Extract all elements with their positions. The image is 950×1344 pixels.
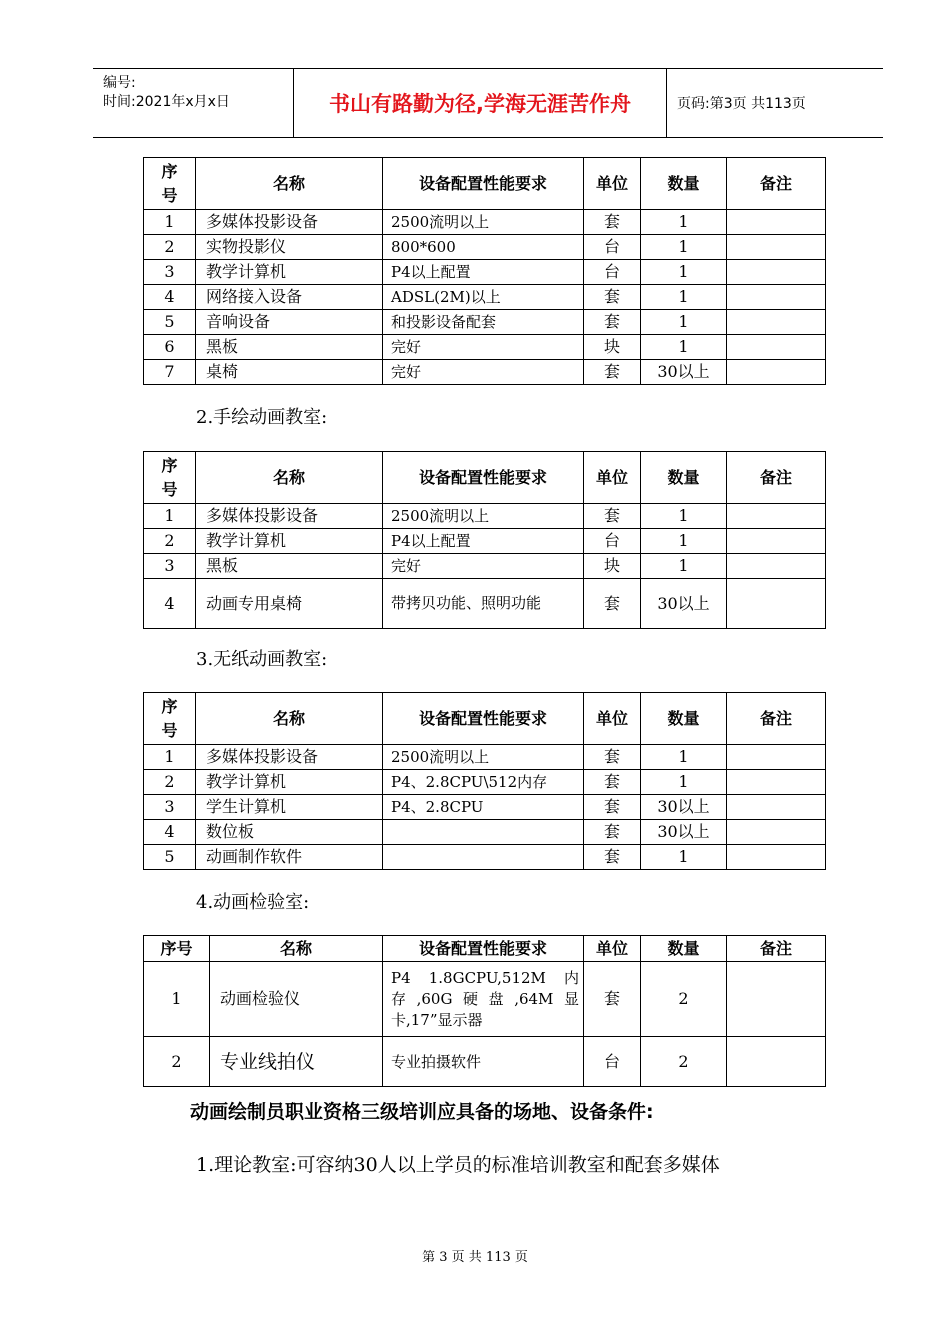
cell-unit: 套 <box>584 310 641 335</box>
col-seq: 序号 <box>144 936 210 962</box>
header-meta <box>93 69 294 137</box>
cell-qty: 1 <box>641 554 727 579</box>
cell-note <box>727 554 826 579</box>
col-note: 备注 <box>727 693 826 745</box>
table-row <box>144 335 826 360</box>
cell-qty: 30以上 <box>641 579 727 629</box>
cell-seq: 2 <box>144 1037 210 1087</box>
body-paragraph: 1.理论教室:可容纳30人以上学员的标准培训教室和配套多媒体 <box>196 1154 720 1176</box>
table-header-row <box>144 158 826 210</box>
cell-qty: 1 <box>641 504 727 529</box>
cell-name: 动画专用桌椅 <box>196 579 383 629</box>
table-row <box>144 962 826 1037</box>
cell-spec: ADSL(2M)以上 <box>383 285 584 310</box>
col-seq: 序号 <box>144 452 196 504</box>
col-qty: 数量 <box>641 936 727 962</box>
table-row <box>144 820 826 845</box>
cell-seq: 4 <box>144 285 196 310</box>
cell-note <box>727 360 826 385</box>
cell-name: 动画制作软件 <box>196 845 383 870</box>
cell-note <box>727 529 826 554</box>
col-name: 名称 <box>196 452 383 504</box>
cell-unit: 套 <box>584 360 641 385</box>
cell-note <box>727 504 826 529</box>
cell-qty: 30以上 <box>641 795 727 820</box>
col-name: 名称 <box>210 936 383 962</box>
table-row <box>144 210 826 235</box>
cell-qty: 1 <box>641 210 727 235</box>
cell-spec: 专业拍摄软件 <box>383 1037 584 1087</box>
cell-name: 黑板 <box>196 335 383 360</box>
table-row <box>144 1037 826 1087</box>
table1-body <box>144 210 826 385</box>
page-footer: 第 3 页 共 113 页 <box>422 1250 528 1265</box>
cell-seq: 1 <box>144 504 196 529</box>
table-row <box>144 845 826 870</box>
cell-qty: 1 <box>641 285 727 310</box>
col-seq: 序号 <box>144 158 196 210</box>
cell-seq: 2 <box>144 235 196 260</box>
equipment-table-2 <box>143 451 826 629</box>
col-spec: 设备配置性能要求 <box>383 158 584 210</box>
cell-note <box>727 962 826 1037</box>
cell-qty: 1 <box>641 529 727 554</box>
cell-name: 学生计算机 <box>196 795 383 820</box>
col-unit: 单位 <box>584 452 641 504</box>
cell-seq: 7 <box>144 360 196 385</box>
cell-unit: 套 <box>584 845 641 870</box>
header-motto: 书山有路勤为径,学海无涯苦作舟 <box>294 69 667 137</box>
table-header-row <box>144 936 826 962</box>
section-heading: 动画绘制员职业资格三级培训应具备的场地、设备条件: <box>190 1101 654 1123</box>
page-header <box>93 68 883 138</box>
cell-spec: 带拷贝功能、照明功能 <box>383 579 584 629</box>
cell-unit: 套 <box>584 210 641 235</box>
cell-name: 实物投影仪 <box>196 235 383 260</box>
table-row <box>144 579 826 629</box>
cell-unit: 台 <box>584 235 641 260</box>
col-spec: 设备配置性能要求 <box>383 936 584 962</box>
col-qty: 数量 <box>641 158 727 210</box>
cell-name: 黑板 <box>196 554 383 579</box>
equipment-table-1 <box>143 157 826 385</box>
table-row <box>144 529 826 554</box>
cell-name: 动画检验仪 <box>210 962 383 1037</box>
code-label: 编号: <box>103 75 136 91</box>
cell-qty: 1 <box>641 770 727 795</box>
cell-spec: 完好 <box>383 335 584 360</box>
cell-unit: 台 <box>584 1037 641 1087</box>
cell-seq: 6 <box>144 335 196 360</box>
cell-name: 多媒体投影设备 <box>196 210 383 235</box>
cell-qty: 30以上 <box>641 360 727 385</box>
cell-note <box>727 210 826 235</box>
cell-spec: P4、2.8CPU <box>383 795 584 820</box>
col-unit: 单位 <box>584 936 641 962</box>
cell-seq: 5 <box>144 310 196 335</box>
col-note: 备注 <box>727 936 826 962</box>
cell-name: 数位板 <box>196 820 383 845</box>
cell-note <box>727 795 826 820</box>
cell-qty: 1 <box>641 260 727 285</box>
cell-note <box>727 285 826 310</box>
cell-unit: 套 <box>584 795 641 820</box>
cell-seq: 1 <box>144 962 210 1037</box>
cell-note <box>727 770 826 795</box>
cell-spec: 完好 <box>383 554 584 579</box>
cell-seq: 1 <box>144 210 196 235</box>
cell-note <box>727 235 826 260</box>
cell-spec: P4以上配置 <box>383 529 584 554</box>
cell-unit: 套 <box>584 745 641 770</box>
cell-note <box>727 310 826 335</box>
section-4-title: 4.动画检验室: <box>196 892 310 913</box>
table-row <box>144 360 826 385</box>
equipment-table-3 <box>143 692 826 870</box>
cell-unit: 套 <box>584 285 641 310</box>
cell-spec: 完好 <box>383 360 584 385</box>
col-name: 名称 <box>196 158 383 210</box>
table2-body <box>144 504 826 629</box>
cell-unit: 套 <box>584 962 641 1037</box>
col-spec: 设备配置性能要求 <box>383 452 584 504</box>
cell-seq: 1 <box>144 745 196 770</box>
col-qty: 数量 <box>641 693 727 745</box>
cell-name: 多媒体投影设备 <box>196 504 383 529</box>
cell-name: 多媒体投影设备 <box>196 745 383 770</box>
cell-name: 专业线拍仪 <box>210 1037 383 1087</box>
cell-seq: 3 <box>144 260 196 285</box>
table-row <box>144 235 826 260</box>
cell-spec: 2500流明以上 <box>383 210 584 235</box>
equipment-table-4 <box>143 935 826 1087</box>
cell-note <box>727 745 826 770</box>
col-name: 名称 <box>196 693 383 745</box>
cell-note <box>727 845 826 870</box>
cell-note <box>727 1037 826 1087</box>
cell-unit: 台 <box>584 260 641 285</box>
cell-qty: 1 <box>641 335 727 360</box>
cell-seq: 3 <box>144 795 196 820</box>
cell-qty: 1 <box>641 745 727 770</box>
col-unit: 单位 <box>584 158 641 210</box>
cell-unit: 套 <box>584 579 641 629</box>
cell-unit: 套 <box>584 770 641 795</box>
cell-name: 音响设备 <box>196 310 383 335</box>
cell-note <box>727 260 826 285</box>
table-row <box>144 745 826 770</box>
cell-unit: 套 <box>584 820 641 845</box>
cell-qty: 2 <box>641 1037 727 1087</box>
cell-spec <box>383 845 584 870</box>
cell-spec: P4、2.8CPU\512内存 <box>383 770 584 795</box>
cell-unit: 台 <box>584 529 641 554</box>
cell-qty: 1 <box>641 845 727 870</box>
cell-seq: 4 <box>144 820 196 845</box>
cell-note <box>727 335 826 360</box>
cell-unit: 块 <box>584 554 641 579</box>
table-row <box>144 770 826 795</box>
cell-spec <box>383 820 584 845</box>
cell-qty: 2 <box>641 962 727 1037</box>
cell-spec: 2500流明以上 <box>383 745 584 770</box>
cell-qty: 1 <box>641 310 727 335</box>
col-unit: 单位 <box>584 693 641 745</box>
cell-spec: 2500流明以上 <box>383 504 584 529</box>
cell-name: 桌椅 <box>196 360 383 385</box>
table-header-row <box>144 693 826 745</box>
col-spec: 设备配置性能要求 <box>383 693 584 745</box>
header-page-info: 页码:第3页 共113页 <box>677 96 806 112</box>
table-row <box>144 310 826 335</box>
section-3-title: 3.无纸动画教室: <box>196 649 328 670</box>
table-row <box>144 795 826 820</box>
cell-note <box>727 579 826 629</box>
cell-unit: 套 <box>584 504 641 529</box>
cell-qty: 1 <box>641 235 727 260</box>
cell-note <box>727 820 826 845</box>
section-2-title: 2.手绘动画教室: <box>196 407 328 428</box>
time-label: 时间:2021年x月x日 <box>103 94 230 110</box>
cell-seq: 3 <box>144 554 196 579</box>
col-note: 备注 <box>727 158 826 210</box>
cell-spec: P4以上配置 <box>383 260 584 285</box>
cell-seq: 5 <box>144 845 196 870</box>
cell-name: 教学计算机 <box>196 770 383 795</box>
cell-seq: 2 <box>144 770 196 795</box>
table3-body <box>144 745 826 870</box>
table-row <box>144 260 826 285</box>
table-row <box>144 554 826 579</box>
col-seq: 序号 <box>144 693 196 745</box>
table-row <box>144 504 826 529</box>
col-note: 备注 <box>727 452 826 504</box>
col-qty: 数量 <box>641 452 727 504</box>
cell-name: 教学计算机 <box>196 529 383 554</box>
cell-spec: 800*600 <box>383 235 584 260</box>
cell-seq: 4 <box>144 579 196 629</box>
cell-qty: 30以上 <box>641 820 727 845</box>
table-header-row <box>144 452 826 504</box>
cell-seq: 2 <box>144 529 196 554</box>
cell-unit: 块 <box>584 335 641 360</box>
cell-spec: P4 1.8GCPU,512M 内存,60G硬盘,64M显卡,17”显示器 <box>383 962 584 1037</box>
cell-name: 网络接入设备 <box>196 285 383 310</box>
cell-spec: 和投影设备配套 <box>383 310 584 335</box>
table-row <box>144 285 826 310</box>
cell-name: 教学计算机 <box>196 260 383 285</box>
